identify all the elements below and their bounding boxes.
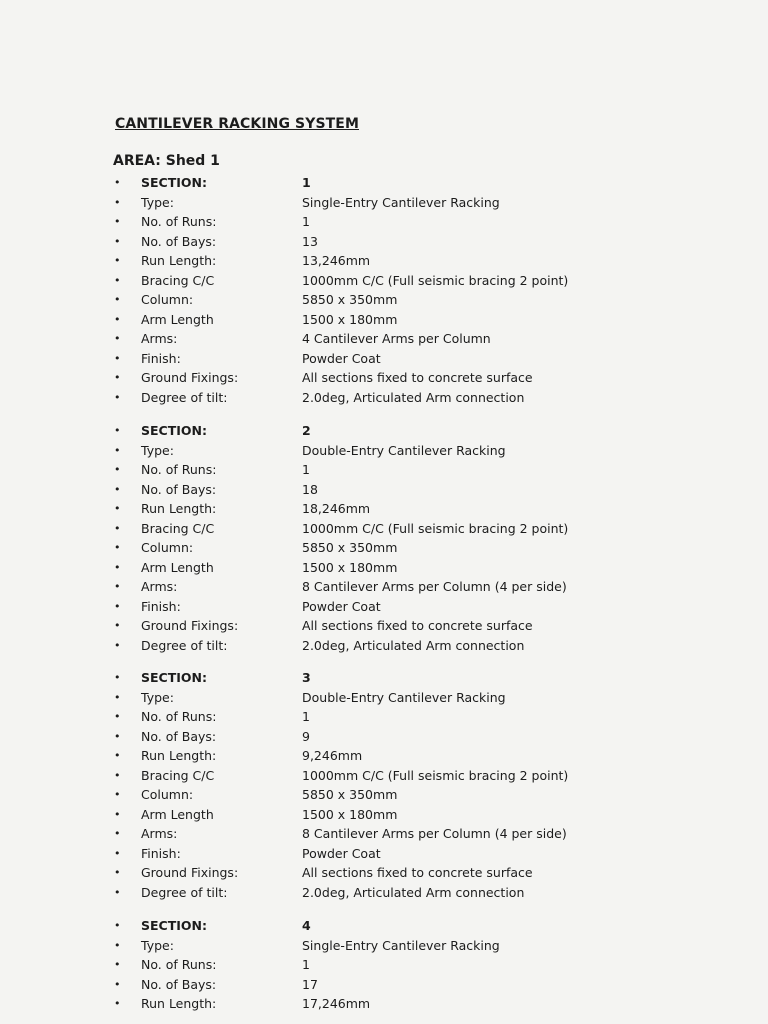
section-header-row [0,916,768,935]
spec-value: 5850 x 350mm [302,292,398,307]
spec-row [0,707,768,726]
spec-label: Ground Fixings: [141,370,239,385]
bullet-icon: • [114,977,121,991]
spec-label: Bracing C/C [141,767,215,783]
spec-value: 2.0deg, Articulated Arm connection [302,884,525,900]
spec-label: Arms: [141,331,178,346]
document-title: CANTILEVER RACKING SYSTEM [115,116,359,132]
spec-value: Double-Entry Cantilever Racking [302,442,506,458]
spec-label: Arm Length [141,559,214,575]
spec-value: All sections fixed to concrete surface [302,618,533,633]
spec-row [0,577,768,596]
bullet-icon: • [114,234,121,248]
spec-row [0,994,768,1013]
spec-label: Bracing C/C [141,520,215,536]
spec-label: SECTION: [141,423,207,438]
spec-row [0,212,768,231]
bullet-icon: • [114,885,121,899]
spec-value: 8 Cantilever Arms per Column (4 per side) [302,826,567,841]
spec-value: 4 [302,918,311,933]
bullet-icon: • [114,502,121,515]
spec-label: Run Length: [141,996,217,1011]
spec-row [0,955,768,974]
spec-value: Powder Coat [302,598,381,614]
spec-row [0,388,768,407]
spec-label: No. of Runs: [141,709,217,724]
spec-label: No. of Bays: [141,233,217,249]
bullet-icon: • [114,560,121,574]
spec-label: Type: [141,689,174,705]
spec-row [0,558,768,577]
spec-value: 1500 x 180mm [302,806,398,822]
spec-value: 2.0deg, Articulated Arm connection [302,637,525,653]
spec-label: Type: [141,442,174,458]
spec-label: Finish: [141,598,181,614]
spec-label: Run Length: [141,253,217,268]
bullet-icon: • [114,768,121,782]
bullet-icon: • [114,273,121,287]
bullet-icon: • [114,332,121,345]
spec-row [0,805,768,824]
spec-row [0,480,768,499]
spec-value: 1000mm C/C (Full seismic bracing 2 point) [302,272,569,288]
spec-value: Double-Entry Cantilever Racking [302,689,506,705]
spec-label: Degree of tilt: [141,637,228,653]
spec-value: 5850 x 350mm [302,540,398,555]
spec-value: 9 [302,728,310,744]
spec-value: All sections fixed to concrete surface [302,370,533,385]
spec-row [0,844,768,863]
spec-label: Ground Fixings: [141,865,239,880]
spec-label: Column: [141,540,194,555]
bullet-icon: • [114,710,121,723]
spec-row [0,538,768,557]
spec-label: Degree of tilt: [141,884,228,900]
spec-row [0,310,768,329]
spec-value: 1000mm C/C (Full seismic bracing 2 point) [302,520,569,536]
spec-value: 18 [302,481,318,497]
bullet-icon: • [114,788,121,801]
spec-row [0,863,768,882]
bullet-icon: • [114,827,121,840]
spec-label: No. of Runs: [141,462,217,477]
spec-label: No. of Bays: [141,728,217,744]
spec-row [0,441,768,460]
spec-label: SECTION: [141,670,207,685]
spec-row [0,616,768,635]
section-header-row [0,668,768,687]
spec-value: 1500 x 180mm [302,311,398,327]
spec-row [0,824,768,843]
spec-row [0,597,768,616]
bullet-icon: • [114,729,121,743]
spec-value: 13 [302,233,318,249]
spec-value: 18,246mm [302,501,371,516]
spec-value: 1 [302,462,310,477]
spec-value: 4 Cantilever Arms per Column [302,331,491,346]
spec-row [0,329,768,348]
spec-value: Powder Coat [302,350,381,366]
spec-row [0,368,768,387]
spec-label: Arms: [141,579,178,594]
spec-value: Single-Entry Cantilever Racking [302,194,500,210]
bullet-icon: • [114,424,121,437]
bullet-icon: • [114,690,121,704]
bullet-icon: • [114,580,121,593]
bullet-icon: • [114,671,121,684]
spec-label: Arm Length [141,311,214,327]
spec-row [0,936,768,955]
spec-value: 1 [302,957,310,972]
spec-label: Run Length: [141,748,217,763]
spec-row [0,975,768,994]
spec-label: Column: [141,787,194,802]
spec-label: Arms: [141,826,178,841]
spec-value: 1000mm C/C (Full seismic bracing 2 point) [302,767,569,783]
spec-row [0,460,768,479]
spec-label: No. of Runs: [141,214,217,229]
spec-value: All sections fixed to concrete surface [302,865,533,880]
spec-label: No. of Runs: [141,957,217,972]
bullet-icon: • [114,938,121,952]
spec-row [0,499,768,518]
spec-value: 2.0deg, Articulated Arm connection [302,389,525,405]
spec-value: 1 [302,709,310,724]
spec-row [0,727,768,746]
spec-value: 1 [302,175,311,190]
spec-value: 17,246mm [302,996,371,1011]
bullet-icon: • [114,919,121,932]
spec-value: 9,246mm [302,748,363,763]
spec-row [0,232,768,251]
spec-value: 8 Cantilever Arms per Column (4 per side) [302,579,567,594]
spec-value: 2 [302,423,311,438]
spec-label: Bracing C/C [141,272,215,288]
bullet-icon: • [114,521,121,535]
spec-row [0,290,768,309]
bullet-icon: • [114,254,121,267]
spec-value: 13,246mm [302,253,371,268]
bullet-icon: • [114,482,121,496]
bullet-icon: • [114,463,121,476]
bullet-icon: • [114,312,121,326]
spec-row [0,785,768,804]
spec-label: Column: [141,292,194,307]
bullet-icon: • [114,638,121,652]
section-header-row [0,173,768,192]
bullet-icon: • [114,293,121,306]
spec-value: 1500 x 180mm [302,559,398,575]
bullet-icon: • [114,749,121,762]
spec-value: Powder Coat [302,845,381,861]
bullet-icon: • [114,541,121,554]
spec-value: Single-Entry Cantilever Racking [302,937,500,953]
spec-row [0,251,768,270]
bullet-icon: • [114,619,121,632]
spec-label: Degree of tilt: [141,389,228,405]
spec-label: No. of Bays: [141,481,217,497]
bullet-icon: • [114,351,121,365]
spec-value: 5850 x 350mm [302,787,398,802]
spec-row [0,636,768,655]
spec-label: Arm Length [141,806,214,822]
bullet-icon: • [114,599,121,613]
spec-row [0,766,768,785]
bullet-icon: • [114,443,121,457]
bullet-icon: • [114,846,121,860]
spec-label: Type: [141,937,174,953]
bullet-icon: • [114,390,121,404]
section-header-row [0,421,768,440]
spec-label: Finish: [141,845,181,861]
spec-row [0,519,768,538]
spec-label: SECTION: [141,918,207,933]
spec-row [0,193,768,212]
spec-row [0,688,768,707]
spec-label: Ground Fixings: [141,618,239,633]
spec-label: No. of Bays: [141,976,217,992]
bullet-icon: • [114,215,121,228]
spec-label: Type: [141,194,174,210]
spec-label: Run Length: [141,501,217,516]
bullet-icon: • [114,807,121,821]
spec-value: 3 [302,670,311,685]
bullet-icon: • [114,195,121,209]
spec-row [0,349,768,368]
bullet-icon: • [114,958,121,971]
spec-row [0,271,768,290]
spec-row [0,883,768,902]
spec-row [0,746,768,765]
area-heading: AREA: Shed 1 [113,153,220,169]
spec-value: 17 [302,976,318,992]
bullet-icon: • [114,371,121,384]
bullet-icon: • [114,997,121,1010]
bullet-icon: • [114,866,121,879]
spec-label: SECTION: [141,175,207,190]
spec-label: Finish: [141,350,181,366]
bullet-icon: • [114,176,121,189]
spec-value: 1 [302,214,310,229]
